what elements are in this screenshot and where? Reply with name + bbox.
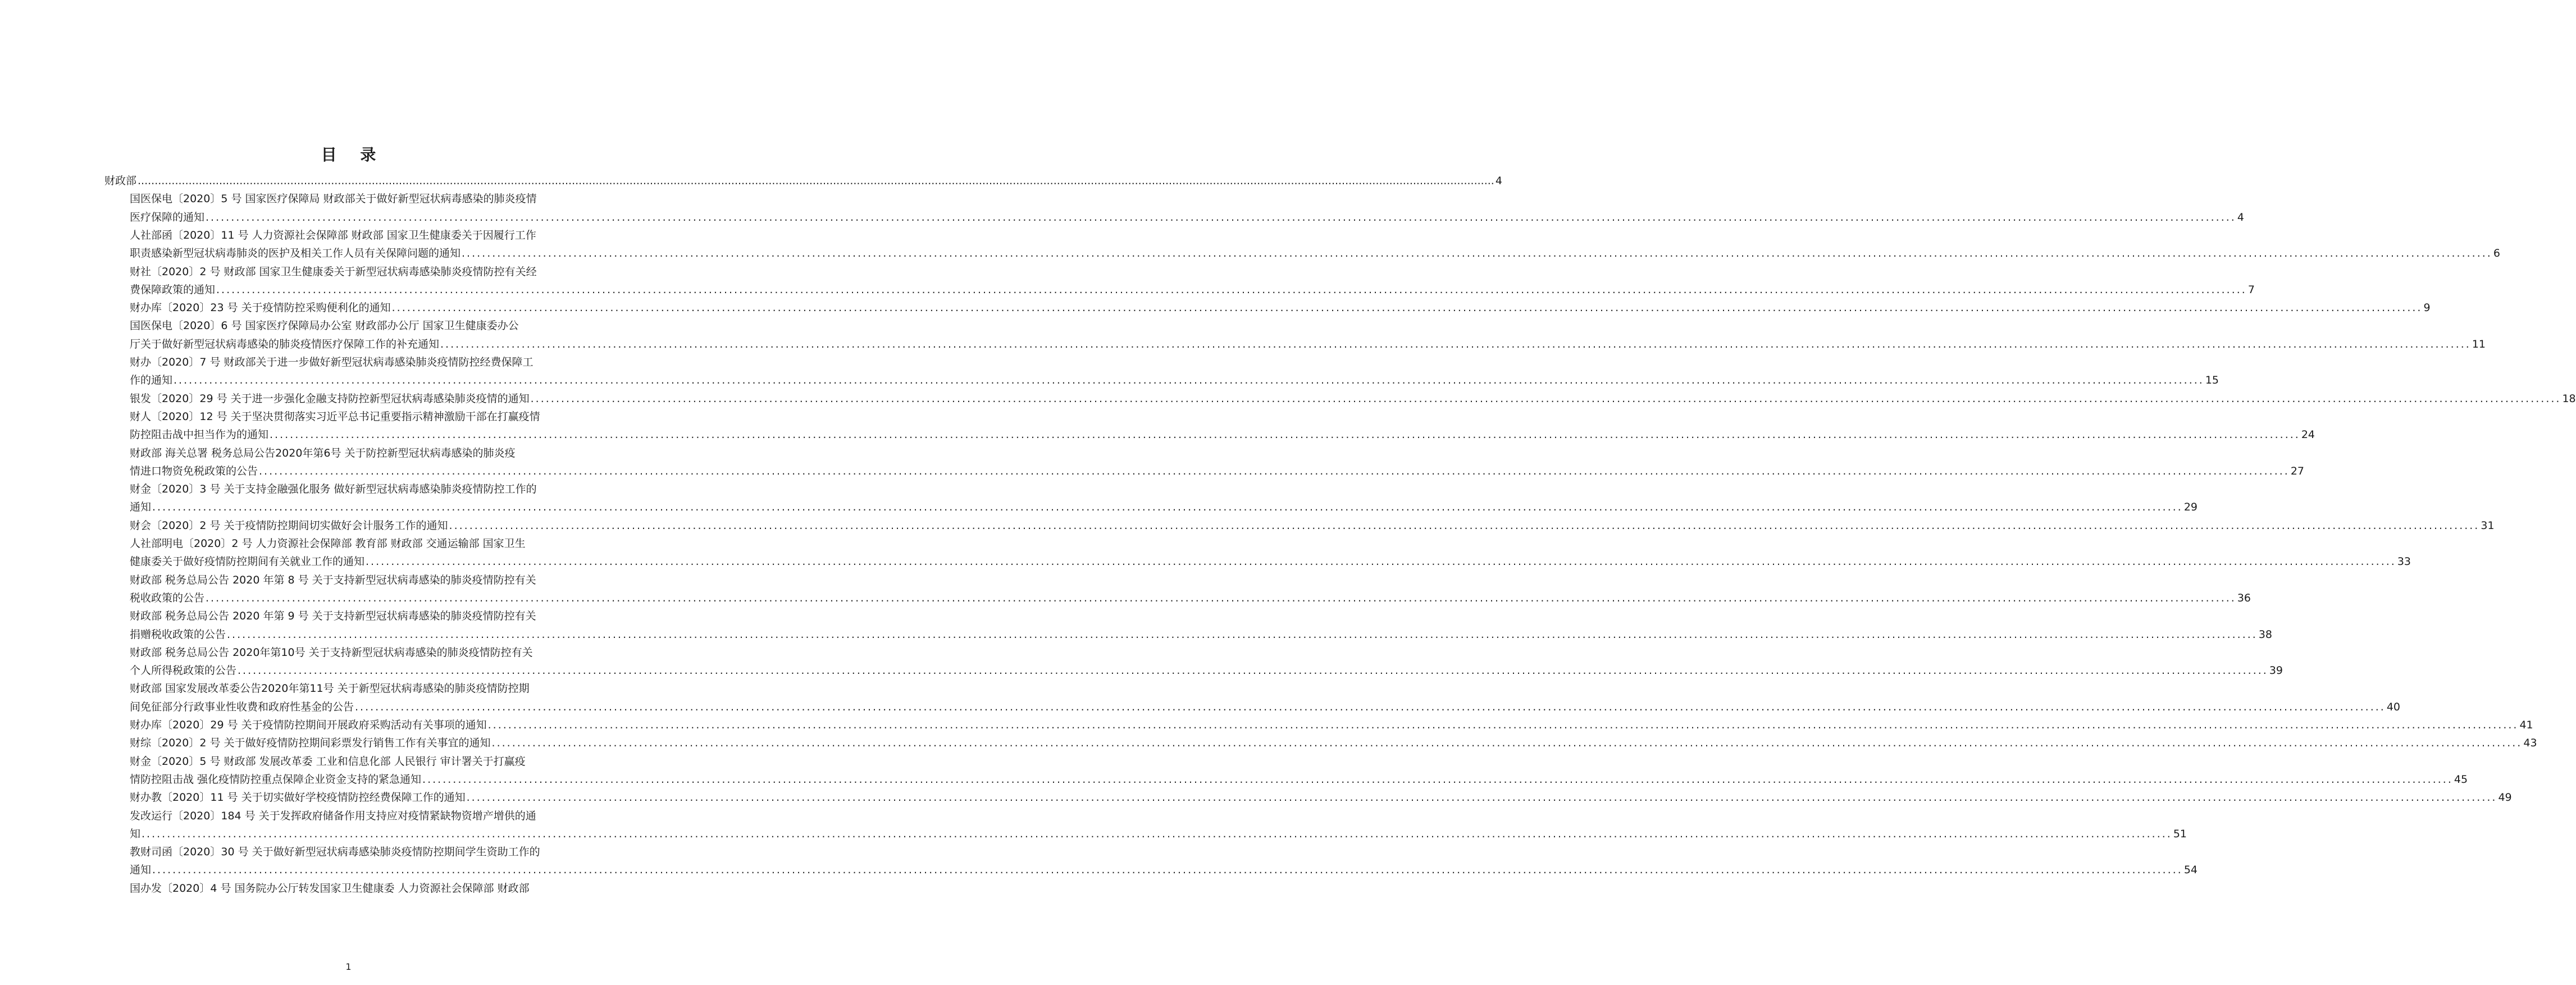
toc-entry-line[interactable]: 发改运行〔2020〕184 号 关于发挥政府储备作用支持应对疫情紧缺物资增产增供的通 xyxy=(130,809,536,822)
toc-entry-row[interactable] xyxy=(130,281,2255,299)
toc-entry-text: 防控阻击战中担当作为的通知 xyxy=(130,428,269,441)
toc-entry-row[interactable] xyxy=(130,299,2431,317)
toc-entry-row[interactable] xyxy=(130,716,2533,734)
toc-leader-dots: ................................................................................................................................................................................................................................................................................................................................................................................................................ xyxy=(227,628,2258,641)
toc-page-number: 27 xyxy=(2290,464,2305,477)
toc-entry-row[interactable] xyxy=(130,517,2495,535)
toc-leader-dots: ................................................................................................................................................................................................................................................................................................................................................................................................................ xyxy=(206,591,2236,604)
toc-page-number: 38 xyxy=(2258,628,2273,641)
toc-page-number: 31 xyxy=(2481,519,2495,532)
toc-entry-text: 厅关于做好新型冠状病毒感染的肺炎疫情医疗保障工作的补充通知 xyxy=(130,338,440,350)
toc-entry-row[interactable] xyxy=(130,371,2219,389)
toc-page-number: 6 xyxy=(2493,247,2500,260)
toc-page-number: 36 xyxy=(2237,591,2251,604)
toc-entry-line[interactable]: 财政部 海关总署 税务总局公告2020年第6号 关于防控新型冠状病毒感染的肺炎疫 xyxy=(130,446,516,459)
toc-entry-line[interactable]: 财政部 税务总局公告 2020年第10号 关于支持新型冠状病毒感染的肺炎疫情防控有关 xyxy=(130,646,533,659)
toc-entry-text: 银发〔2020〕29 号 关于进一步强化金融支持防控新型冠状病毒感染肺炎疫情的通知 xyxy=(130,392,530,405)
toc-section-label: 财政部 xyxy=(104,175,137,187)
toc-entry-line[interactable]: 人社部明电〔2020〕2 号 人力资源社会保障部 教育部 财政部 交通运输部 国家卫生 xyxy=(130,537,526,550)
toc-entry-text: 捐赠税收政策的公告 xyxy=(130,628,226,641)
toc-entry-row[interactable] xyxy=(130,498,2198,516)
toc-leader-dots: ................................................................................................................................................................................................................................................................................................................................................................................................................ xyxy=(366,555,2396,568)
toc-entry-row[interactable] xyxy=(130,734,2537,752)
toc-leader-dots: ................................................................................................................................................................................................................................................................................................................................................................................................................ xyxy=(152,864,2183,877)
toc-page-number: 18 xyxy=(2562,392,2576,405)
toc-page-number: 11 xyxy=(2472,338,2486,350)
toc-entry-text: 税收政策的公告 xyxy=(130,591,205,604)
toc-entry-row[interactable] xyxy=(130,861,2198,879)
toc-entry-row[interactable] xyxy=(130,426,2315,444)
toc-leader-dots: ................................................................................................................................................................................................................................................................................................................................................................................................................ xyxy=(259,464,2290,477)
toc-leader-dots: ................................................................................................................................................................................................................................................................................................................................................................................................................ xyxy=(355,700,2386,713)
toc-entry-text: 职责感染新型冠状病毒肺炎的医护及相关工作人员有关保障问题的通知 xyxy=(130,247,461,260)
toc-page-number: 49 xyxy=(2498,791,2512,804)
toc-entry-text: 健康委关于做好疫情防控期间有关就业工作的通知 xyxy=(130,555,365,568)
toc-entry-row[interactable] xyxy=(130,770,2468,788)
toc-entry-row[interactable] xyxy=(130,390,2576,408)
toc-leader-dots: ................................................................................................................................................................................................................................................................................................................................................................................................................ xyxy=(238,664,2268,677)
toc-leader-dots: ................................................................................................................................................................................................................................................................................................................................................................................................................ xyxy=(530,392,2561,405)
toc-entry-row[interactable] xyxy=(130,698,2401,716)
toc-section-row[interactable] xyxy=(104,172,1502,190)
toc-entry-row[interactable] xyxy=(130,244,2500,262)
toc-leader-dots: ................................................................................................................................................................................................................................................................................................................................................................................................................ xyxy=(440,338,2471,350)
toc-entry-line[interactable]: 财人〔2020〕12 号 关于坚决贯彻落实习近平总书记重要指示精神激励干部在打赢疫情 xyxy=(130,410,540,423)
toc-page-number: 15 xyxy=(2205,374,2219,387)
toc-entry-line[interactable]: 人社部函〔2020〕11 号 人力资源社会保障部 财政部 国家卫生健康委关于因履行工作 xyxy=(130,229,536,241)
toc-leader-dots: ................................................................................................................................................................................................................................................................................................................................................................................................................ xyxy=(206,211,2236,224)
toc-leader-dots: ................................................................................................................................................................................................................................................................................................................................................................................................................ xyxy=(487,719,2519,731)
toc-page-number: 24 xyxy=(2301,428,2315,441)
toc-page-number: 4 xyxy=(2237,211,2244,224)
toc-entry-row[interactable] xyxy=(130,662,2283,680)
toc-entry-text: 个人所得税政策的公告 xyxy=(130,664,237,677)
toc-entry-line[interactable]: 财政部 国家发展改革委公告2020年第11号 关于新型冠状病毒感染的肺炎疫情防控期 xyxy=(130,682,530,695)
toc-entry-line[interactable]: 财金〔2020〕5 号 财政部 发展改革委 工业和信息化部 人民银行 审计署关于打赢疫 xyxy=(130,755,526,768)
toc-page-number: 29 xyxy=(2183,501,2198,514)
toc-entry-line[interactable]: 财办〔2020〕7 号 财政部关于进一步做好新型冠状病毒感染肺炎疫情防控经费保障工 xyxy=(130,356,534,368)
toc-page-number: 43 xyxy=(2523,737,2537,750)
toc-entry-text: 通知 xyxy=(130,864,152,877)
toc-page-number: 45 xyxy=(2454,773,2468,786)
toc-leader-dots: ................................................................................................................................................................................................................................................................................................................................................................................................................ xyxy=(391,302,2423,314)
toc-leader-dots: ................................................................................................................................................................................................................................................................................................................................................................................................................ xyxy=(422,773,2453,786)
toc-entry-text: 财会〔2020〕2 号 关于疫情防控期间切实做好会计服务工作的通知 xyxy=(130,519,448,532)
toc-page-number: 54 xyxy=(2183,864,2198,877)
toc-entry-text: 情防控阻击战 强化疫情防控重点保障企业资金支持的紧急通知 xyxy=(130,773,422,786)
toc-leader-dots: ................................................................................................................................................................................................................................................................................................................................................................................................................ xyxy=(174,374,2204,387)
toc-entry-text: 情进口物资免税政策的公告 xyxy=(130,464,258,477)
toc-leader-dots: ................................................................................................................................................................................................................................................................................................................................................................................................................ xyxy=(491,737,2523,750)
toc-entry-row[interactable] xyxy=(130,462,2305,480)
toc-leader-dots: ................................................................................................................................................................................................................................................................................................................................................................................................................ xyxy=(138,175,1494,187)
toc-entry-text: 通知 xyxy=(130,501,152,514)
toc-entry-text: 费保障政策的通知 xyxy=(130,283,216,296)
toc-entry-text: 作的通知 xyxy=(130,374,173,387)
toc-entry-text: 财办库〔2020〕23 号 关于疫情防控采购便利化的通知 xyxy=(130,302,391,314)
toc-entry-line[interactable]: 教财司函〔2020〕30 号 关于做好新型冠状病毒感染肺炎疫情防控期间学生资助工作的 xyxy=(130,846,540,859)
toc-entry-text: 财办库〔2020〕29 号 关于疫情防控期间开展政府采购活动有关事项的通知 xyxy=(130,719,487,731)
toc-leader-dots: ................................................................................................................................................................................................................................................................................................................................................................................................................ xyxy=(449,519,2480,532)
toc-page-number: 39 xyxy=(2269,664,2283,677)
page-title: 目 录 xyxy=(321,145,385,164)
toc-leader-dots: ................................................................................................................................................................................................................................................................................................................................................................................................................ xyxy=(216,283,2247,296)
toc-entry-row[interactable] xyxy=(130,626,2273,644)
toc-page-number: 40 xyxy=(2386,700,2401,713)
toc-page-number: 33 xyxy=(2397,555,2411,568)
toc-leader-dots: ................................................................................................................................................................................................................................................................................................................................................................................................................ xyxy=(466,791,2497,804)
toc-entry-text: 财办教〔2020〕11 号 关于切实做好学校疫情防控经费保障工作的通知 xyxy=(130,791,466,804)
toc-entry-text: 知 xyxy=(130,827,141,840)
toc-entry-row[interactable] xyxy=(130,788,2512,806)
toc-entry-line[interactable]: 财政部 税务总局公告 2020 年第 8 号 关于支持新型冠状病毒感染的肺炎疫情防控有关 xyxy=(130,573,536,586)
toc-entry-text: 医疗保障的通知 xyxy=(130,211,205,224)
toc-entry-text: 财综〔2020〕2 号 关于做好疫情防控期间彩票发行销售工作有关事宜的通知 xyxy=(130,737,491,750)
toc-page-number: 9 xyxy=(2423,302,2431,314)
toc-page-number: 7 xyxy=(2247,283,2255,296)
toc-entry-line[interactable]: 财金〔2020〕3 号 关于支持金融强化服务 做好新型冠状病毒感染肺炎疫情防控工作的 xyxy=(130,483,537,496)
toc-entry-row[interactable] xyxy=(130,589,2251,607)
toc-entry-row[interactable] xyxy=(130,208,2244,226)
toc-entry-line[interactable]: 国办发〔2020〕4 号 国务院办公厅转发国家卫生健康委 人力资源社会保障部 财政部 xyxy=(130,882,530,895)
toc-entry-line[interactable]: 国医保电〔2020〕5 号 国家医疗保障局 财政部关于做好新型冠状病毒感染的肺炎疫情 xyxy=(130,193,537,206)
toc-page-number: 51 xyxy=(2173,827,2187,840)
toc-entry-text: 间免征部分行政事业性收费和政府性基金的公告 xyxy=(130,700,354,713)
toc-entry-row[interactable] xyxy=(130,335,2486,353)
toc-entry-row[interactable] xyxy=(130,553,2411,571)
toc-entry-line[interactable]: 财政部 税务总局公告 2020 年第 9 号 关于支持新型冠状病毒感染的肺炎疫情防控有关 xyxy=(130,610,536,623)
toc-leader-dots: ................................................................................................................................................................................................................................................................................................................................................................................................................ xyxy=(270,428,2300,441)
toc-leader-dots: ................................................................................................................................................................................................................................................................................................................................................................................................................ xyxy=(142,827,2172,840)
toc-leader-dots: ................................................................................................................................................................................................................................................................................................................................................................................................................ xyxy=(462,247,2492,260)
toc-page-number: 41 xyxy=(2519,719,2533,731)
toc-leader-dots: ................................................................................................................................................................................................................................................................................................................................................................................................................ xyxy=(152,501,2183,514)
toc-page-number: 4 xyxy=(1495,175,1502,187)
page-number: 1 xyxy=(345,961,352,972)
toc-entry-row[interactable] xyxy=(130,825,2187,843)
toc-entry-line[interactable]: 国医保电〔2020〕6 号 国家医疗保障局办公室 财政部办公厅 国家卫生健康委办公 xyxy=(130,320,519,332)
toc-entry-line[interactable]: 财社〔2020〕2 号 财政部 国家卫生健康委关于新型冠状病毒感染肺炎疫情防控有关经 xyxy=(130,265,537,278)
